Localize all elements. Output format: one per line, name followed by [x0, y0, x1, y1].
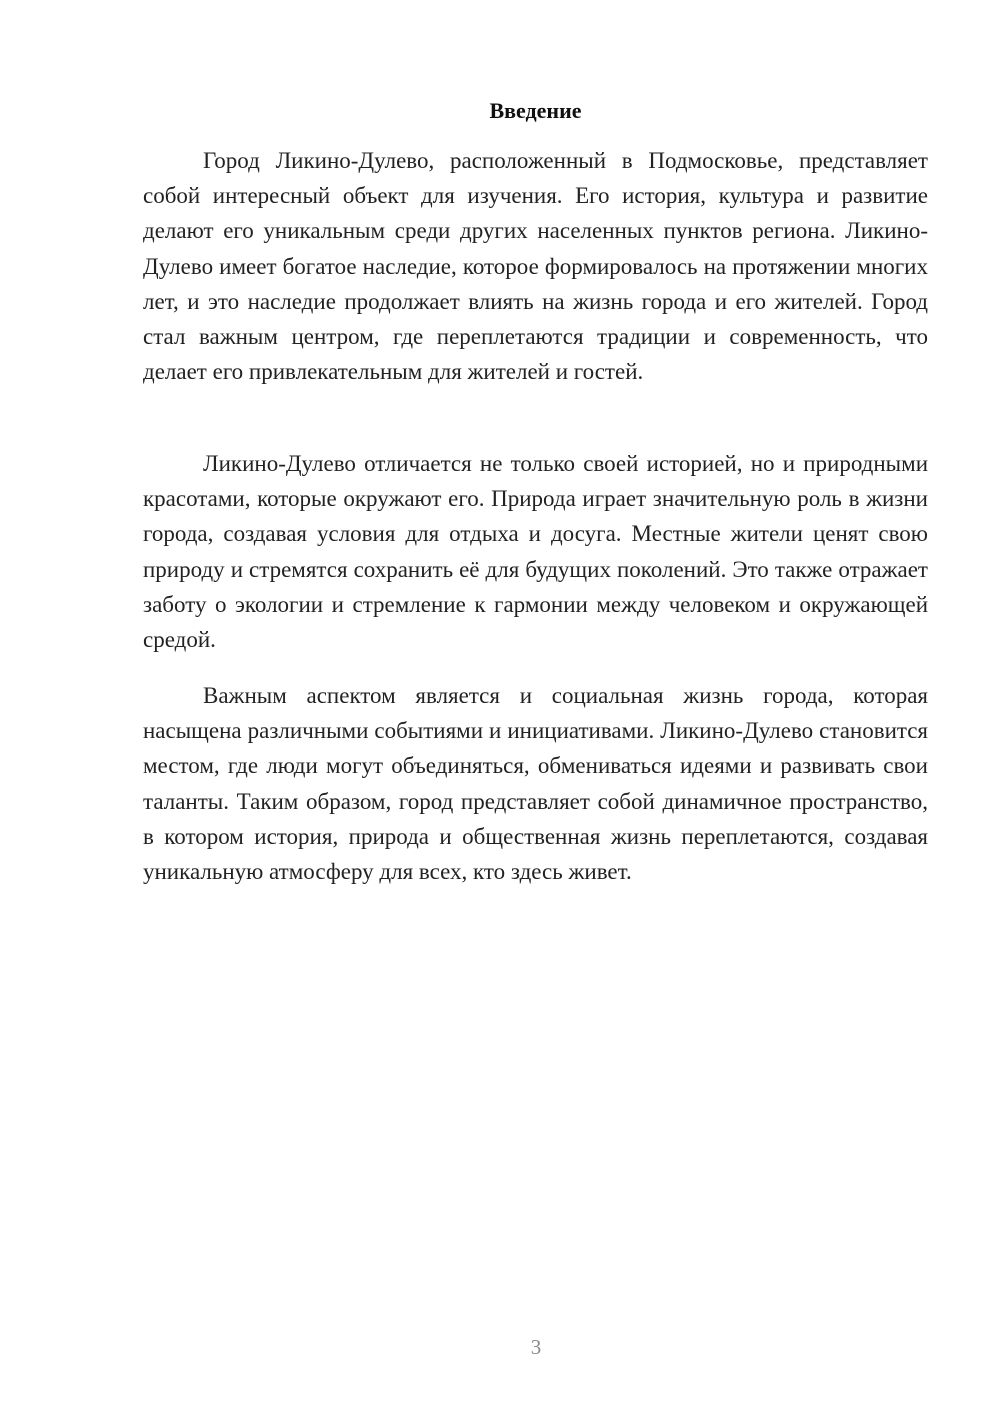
paragraph-intro: Город Ликино-Дулево, расположенный в Подмосковье, представляет собой интересный объект для изучения. Его история, культура и развитие делают его уникальным среди других населенных пунктов региона. Ликино-Дулево имеет богатое наследие, которое формировалось на протяжении многих лет, и это наследие продолжает влиять на жизнь города и его жителей. Город стал важным центром, где переплетаются традиции и современность, что делает его привлекательным для жителей и гостей. — [143, 148, 928, 385]
page-title: Введение — [489, 98, 582, 123]
page-number: 3 — [530, 1335, 542, 1359]
paragraph-social-life: Важным аспектом является и социальная жизнь города, которая насыщена различными событиями и инициативами. Ликино-Дулево становится местом, где люди могут объединяться, обмениваться идеями и развивать свои таланты. Таким образом, город представляет собой динамичное пространство, в котором история, природа и общественная жизнь переплетаются, создавая уникальную атмосферу для всех, кто здесь живет. — [143, 683, 928, 885]
paragraph-nature: Ликино-Дулево отличается не только своей историей, но и природными красотами, которые окружают его. Природа играет значительную роль в жизни города, создавая условия для отдыха и досуга. Местные жители ценят свою природу и стремятся сохранить её для будущих поколений. Это также отражает заботу о экологии и стремление к гармонии между человеком и окружающей средой. — [143, 451, 928, 653]
